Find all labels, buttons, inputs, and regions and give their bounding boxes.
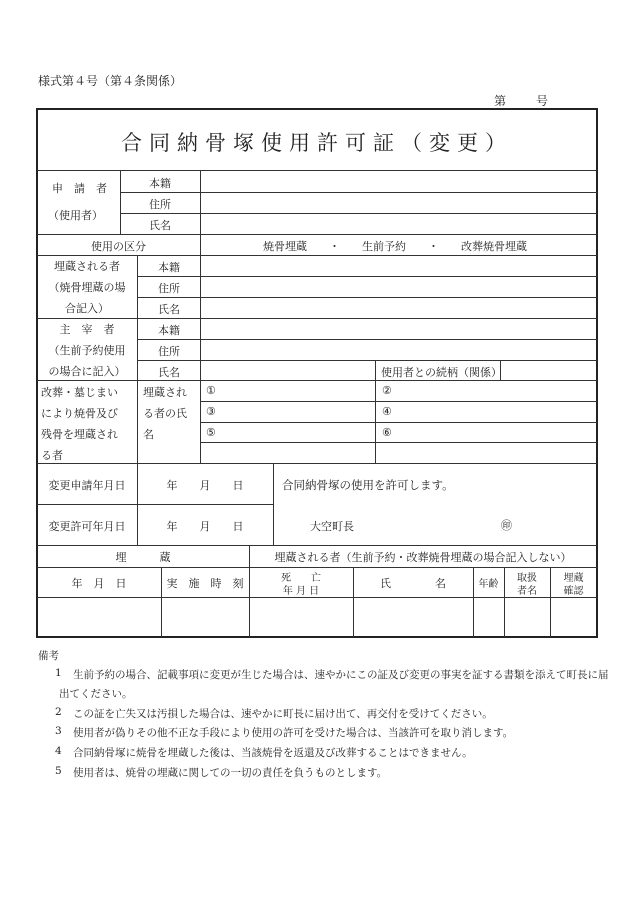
certificate-no-suffix: 号 — [536, 94, 549, 108]
remark-5-text: 使用者は、焼骨の埋蔵に関しての一切の責任を負うものとします。 — [73, 767, 388, 779]
remark-2-text: この証を亡失又は汚損した場合は、速やかに町長に届け出て、再交付を受けてください。 — [73, 708, 493, 720]
applicant-label: 申 請 者 — [52, 182, 107, 195]
page-title: 合同納骨塚使用許可証（変更） — [121, 131, 513, 155]
line — [137, 339, 597, 340]
burial-header: 埋 蔵 — [115, 551, 171, 564]
line — [37, 545, 597, 546]
change-apply-date: 年 月 日 — [166, 479, 244, 492]
change-apply-label: 変更申請年月日 — [48, 479, 126, 492]
remarks-heading: 備考 — [38, 650, 59, 662]
line — [137, 360, 597, 361]
interred-label-line2: （焼骨埋蔵の場 — [48, 281, 126, 294]
col-confirm-line2: 確認 — [563, 586, 584, 597]
col-time: 実 施 時 刻 — [166, 577, 244, 590]
line — [37, 170, 597, 171]
col-death-line2: 年 月 日 — [282, 586, 320, 597]
applicant-address-label: 住所 — [149, 198, 171, 211]
col-handler-line2: 者名 — [517, 586, 537, 597]
relation-label: 使用者との続柄（関係） — [381, 366, 502, 379]
reburial-mark-1: ① — [206, 384, 216, 397]
certificate-no-prefix: 第 — [494, 94, 507, 108]
form-number: 様式第４号（第４条関係） — [38, 74, 183, 88]
line — [120, 192, 597, 193]
remark-3-text: 使用者が偽りその他不正な手段により使用の許可を受けた場合は、当該許可を取り消します。 — [73, 727, 514, 739]
reburial-label-line2: により焼骨及び — [41, 407, 118, 420]
change-permit-date: 年 月 日 — [166, 520, 244, 533]
interred-label-line1: 埋蔵される者 — [54, 260, 120, 273]
line — [37, 597, 597, 598]
line — [137, 380, 138, 463]
reburial-mark-6: ⑥ — [382, 426, 392, 439]
interred-domicile-label: 本籍 — [158, 261, 180, 274]
line — [375, 360, 376, 463]
reburial-label-line3: 残骨を埋蔵され — [41, 428, 118, 441]
reburial-mark-5: ⑤ — [206, 426, 216, 439]
line — [37, 463, 597, 464]
interred-label-line3: 合記入） — [65, 302, 109, 315]
col-date: 年 月 日 — [71, 577, 127, 590]
reburial-label-line4: る者 — [41, 449, 63, 462]
remark-1-continuation: 出てください。 — [59, 688, 133, 700]
interred-header: 埋蔵される者（生前予約・改葬焼骨埋蔵の場合記入しない） — [274, 551, 572, 564]
line — [120, 213, 597, 214]
reburial-mark-3: ③ — [206, 405, 216, 418]
remark-1-text: 生前予約の場合、記載事項に変更が生じた場合は、速やかにこの証及び変更の事実を証する書類を添えて町長に届 — [73, 669, 609, 681]
applicant-sublabel: （使用者） — [48, 209, 103, 222]
usage-label: 使用の区分 — [91, 240, 146, 253]
remark-1-number: 1 — [55, 667, 62, 679]
applicant-name-label: 氏名 — [149, 219, 171, 232]
reburial-names-label-line2: る者の氏 — [143, 407, 187, 420]
line — [37, 567, 597, 568]
line — [137, 255, 138, 381]
line — [200, 401, 597, 402]
reburial-names-label-line3: 名 — [143, 428, 154, 441]
line — [37, 255, 597, 256]
remark-4-text: 合同納骨塚に焼骨を埋蔵した後は、当該焼骨を返還及び改葬することはできません。 — [73, 747, 473, 759]
line — [37, 318, 597, 319]
line — [37, 380, 597, 381]
remark-4-number: 4 — [55, 745, 62, 757]
line — [137, 297, 597, 298]
chief-mourner-domicile-label: 本籍 — [158, 324, 180, 337]
line — [120, 170, 121, 234]
col-name: 氏 名 — [380, 577, 446, 590]
permit-statement: 合同納骨塚の使用を許可します。 — [282, 478, 454, 492]
line — [200, 422, 597, 423]
col-age: 年齢 — [478, 579, 499, 590]
reburial-label-line1: 改葬・墓じまい — [41, 386, 118, 399]
line — [200, 170, 201, 463]
col-confirm-line1: 埋蔵 — [563, 573, 584, 584]
col-handler-line1: 取扱 — [517, 573, 537, 584]
line — [37, 234, 597, 235]
official-seal: ㊞ — [501, 519, 512, 532]
chief-mourner-address-label: 住所 — [158, 345, 180, 358]
change-permit-label: 変更許可年月日 — [48, 520, 126, 533]
line — [137, 276, 597, 277]
applicant-domicile-label: 本籍 — [149, 177, 171, 190]
chief-mourner-label-line3: の場合に記入） — [48, 365, 126, 378]
chief-mourner-label-line2: （生前予約使用 — [48, 344, 126, 357]
line — [200, 442, 597, 443]
remark-3-number: 3 — [55, 725, 62, 737]
mayor-title: 大空町長 — [310, 520, 354, 533]
remark-2-number: 2 — [55, 706, 62, 718]
interred-name-label: 氏名 — [158, 303, 180, 316]
interred-address-label: 住所 — [158, 282, 180, 295]
col-death-line1: 死 亡 — [281, 573, 321, 584]
line — [273, 463, 274, 545]
usage-options: 焼骨埋蔵 ・ 生前予約 ・ 改葬焼骨埋蔵 — [263, 240, 527, 253]
remark-5-number: 5 — [55, 765, 62, 777]
line — [37, 504, 273, 505]
reburial-mark-2: ② — [382, 384, 392, 397]
reburial-names-label-line1: 埋蔵され — [143, 386, 187, 399]
reburial-mark-4: ④ — [382, 405, 392, 418]
chief-mourner-label-line1: 主 宰 者 — [59, 323, 115, 336]
chief-mourner-name-label: 氏名 — [158, 366, 180, 379]
